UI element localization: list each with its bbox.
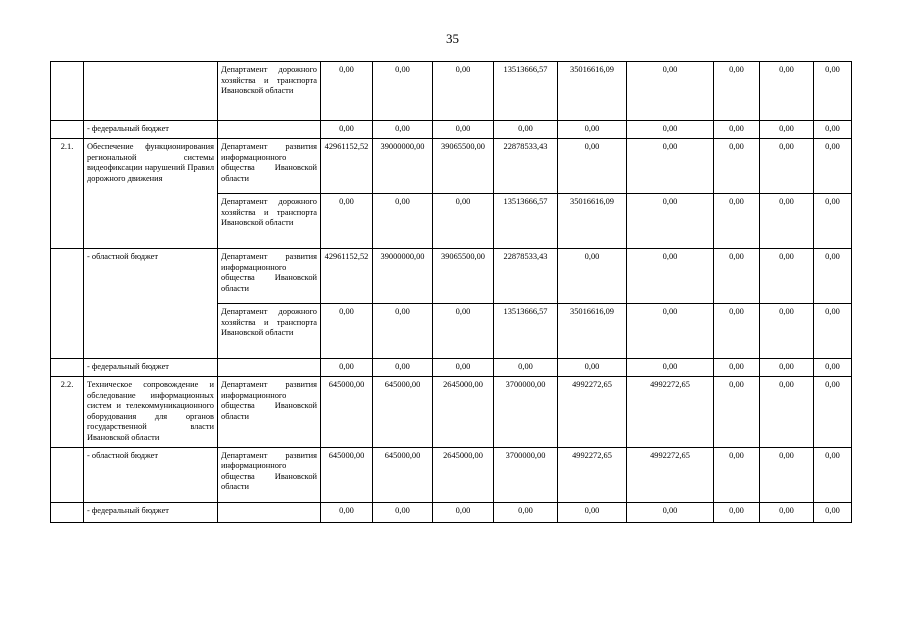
- amount-cell: 0,00: [433, 304, 494, 359]
- amount-cell: 0,00: [558, 249, 627, 304]
- item-description-cell: - федеральный бюджет: [84, 502, 218, 522]
- amount-cell: 0,00: [714, 359, 760, 377]
- amount-cell: 0,00: [494, 121, 558, 139]
- page-number: 35: [446, 31, 459, 46]
- amount-cell: 4992272,65: [627, 447, 714, 502]
- amount-cell: 645000,00: [321, 377, 373, 448]
- amount-cell: 35016616,09: [558, 304, 627, 359]
- amount-cell: 0,00: [373, 359, 433, 377]
- executor-cell: [218, 502, 321, 522]
- amount-cell: 645000,00: [373, 377, 433, 448]
- executor-cell: Департамент дорожного хозяйства и транспорта Ивановской области: [218, 304, 321, 359]
- amount-cell: 0,00: [558, 359, 627, 377]
- executor-cell: Департамент дорожного хозяйства и транспорта Ивановской области: [218, 62, 321, 121]
- amount-cell: 0,00: [627, 304, 714, 359]
- executor-cell: Департамент развития информационного общества Ивановской области: [218, 447, 321, 502]
- table-row: [51, 502, 852, 522]
- item-description-cell: - федеральный бюджет: [84, 121, 218, 139]
- amount-cell: 0,00: [760, 62, 814, 121]
- amount-cell: 0,00: [714, 447, 760, 502]
- amount-cell: 0,00: [627, 121, 714, 139]
- amount-cell: 39000000,00: [373, 139, 433, 194]
- amount-cell: 0,00: [373, 304, 433, 359]
- item-description-cell: Обеспечение функционирования региональной системы видеофиксации нарушений Правил дорожного движения: [84, 139, 218, 249]
- amount-cell: 0,00: [627, 194, 714, 249]
- table-row: [51, 359, 852, 377]
- amount-cell: 0,00: [321, 121, 373, 139]
- amount-cell: 0,00: [433, 121, 494, 139]
- item-number-cell: [51, 249, 84, 359]
- amount-cell: 35016616,09: [558, 62, 627, 121]
- amount-cell: 39065500,00: [433, 249, 494, 304]
- amount-cell: 3700000,00: [494, 447, 558, 502]
- amount-cell: 22878533,43: [494, 139, 558, 194]
- amount-cell: 22878533,43: [494, 249, 558, 304]
- table-row: [51, 249, 852, 304]
- amount-cell: 0,00: [814, 139, 852, 194]
- amount-cell: 0,00: [714, 502, 760, 522]
- amount-cell: 0,00: [814, 377, 852, 448]
- amount-cell: 0,00: [814, 502, 852, 522]
- amount-cell: 0,00: [558, 502, 627, 522]
- amount-cell: 35016616,09: [558, 194, 627, 249]
- budget-table: [50, 61, 852, 523]
- amount-cell: 0,00: [814, 62, 852, 121]
- amount-cell: 0,00: [494, 502, 558, 522]
- amount-cell: 0,00: [760, 249, 814, 304]
- amount-cell: 2645000,00: [433, 377, 494, 448]
- amount-cell: 0,00: [760, 502, 814, 522]
- amount-cell: 42961152,52: [321, 139, 373, 194]
- amount-cell: 0,00: [627, 139, 714, 194]
- amount-cell: 645000,00: [321, 447, 373, 502]
- amount-cell: 0,00: [627, 502, 714, 522]
- table-row: [51, 62, 852, 121]
- amount-cell: 13513666,57: [494, 304, 558, 359]
- item-description-cell: - областной бюджет: [84, 447, 218, 502]
- table-row: [51, 139, 852, 194]
- amount-cell: 0,00: [627, 62, 714, 121]
- amount-cell: 0,00: [321, 194, 373, 249]
- amount-cell: 0,00: [373, 502, 433, 522]
- item-number-cell: [51, 447, 84, 502]
- amount-cell: 0,00: [321, 359, 373, 377]
- amount-cell: 42961152,52: [321, 249, 373, 304]
- amount-cell: 0,00: [714, 121, 760, 139]
- amount-cell: 0,00: [433, 62, 494, 121]
- item-number-cell: [51, 359, 84, 377]
- amount-cell: 0,00: [760, 194, 814, 249]
- item-description-cell: - областной бюджет: [84, 249, 218, 359]
- item-number-cell: [51, 62, 84, 121]
- executor-cell: Департамент развития информационного общества Ивановской области: [218, 377, 321, 448]
- amount-cell: 0,00: [558, 139, 627, 194]
- amount-cell: 0,00: [760, 447, 814, 502]
- amount-cell: 13513666,57: [494, 194, 558, 249]
- amount-cell: 0,00: [760, 359, 814, 377]
- amount-cell: 0,00: [433, 194, 494, 249]
- amount-cell: 39000000,00: [373, 249, 433, 304]
- amount-cell: 645000,00: [373, 447, 433, 502]
- amount-cell: 0,00: [714, 304, 760, 359]
- amount-cell: 2645000,00: [433, 447, 494, 502]
- item-description-cell: [84, 62, 218, 121]
- amount-cell: 0,00: [714, 194, 760, 249]
- amount-cell: 0,00: [433, 502, 494, 522]
- amount-cell: 13513666,57: [494, 62, 558, 121]
- executor-cell: [218, 121, 321, 139]
- amount-cell: 0,00: [760, 139, 814, 194]
- amount-cell: 0,00: [760, 377, 814, 448]
- amount-cell: 0,00: [760, 121, 814, 139]
- table-row: [51, 447, 852, 502]
- amount-cell: 0,00: [373, 194, 433, 249]
- item-number-cell: [51, 121, 84, 139]
- amount-cell: 0,00: [814, 447, 852, 502]
- amount-cell: 0,00: [627, 359, 714, 377]
- executor-cell: Департамент развития информационного общества Ивановской области: [218, 139, 321, 194]
- amount-cell: 0,00: [373, 121, 433, 139]
- amount-cell: 39065500,00: [433, 139, 494, 194]
- amount-cell: 0,00: [714, 377, 760, 448]
- amount-cell: 0,00: [814, 249, 852, 304]
- amount-cell: 0,00: [321, 62, 373, 121]
- amount-cell: 0,00: [760, 304, 814, 359]
- amount-cell: 4992272,65: [627, 377, 714, 448]
- item-number-cell: 2.1.: [51, 139, 84, 249]
- amount-cell: 0,00: [627, 249, 714, 304]
- amount-cell: 4992272,65: [558, 447, 627, 502]
- amount-cell: 0,00: [814, 194, 852, 249]
- amount-cell: 0,00: [714, 62, 760, 121]
- item-description-cell: - федеральный бюджет: [84, 359, 218, 377]
- amount-cell: 0,00: [814, 121, 852, 139]
- amount-cell: 0,00: [814, 359, 852, 377]
- item-number-cell: 2.2.: [51, 377, 84, 448]
- amount-cell: 0,00: [814, 304, 852, 359]
- executor-cell: Департамент дорожного хозяйства и транспорта Ивановской области: [218, 194, 321, 249]
- item-number-cell: [51, 502, 84, 522]
- amount-cell: 0,00: [321, 304, 373, 359]
- amount-cell: 0,00: [321, 502, 373, 522]
- table-body: [51, 62, 852, 523]
- amount-cell: 0,00: [373, 62, 433, 121]
- amount-cell: 3700000,00: [494, 377, 558, 448]
- executor-cell: [218, 359, 321, 377]
- table-row: [51, 121, 852, 139]
- amount-cell: 0,00: [433, 359, 494, 377]
- table-row: [51, 377, 852, 448]
- amount-cell: 0,00: [714, 249, 760, 304]
- amount-cell: 4992272,65: [558, 377, 627, 448]
- amount-cell: 0,00: [494, 359, 558, 377]
- item-description-cell: Техническое сопровождение и обследование информационных систем и телекоммуникационного оборудования для органов государственной власти Ивановской области: [84, 377, 218, 448]
- amount-cell: 0,00: [558, 121, 627, 139]
- executor-cell: Департамент развития информационного общества Ивановской области: [218, 249, 321, 304]
- amount-cell: 0,00: [714, 139, 760, 194]
